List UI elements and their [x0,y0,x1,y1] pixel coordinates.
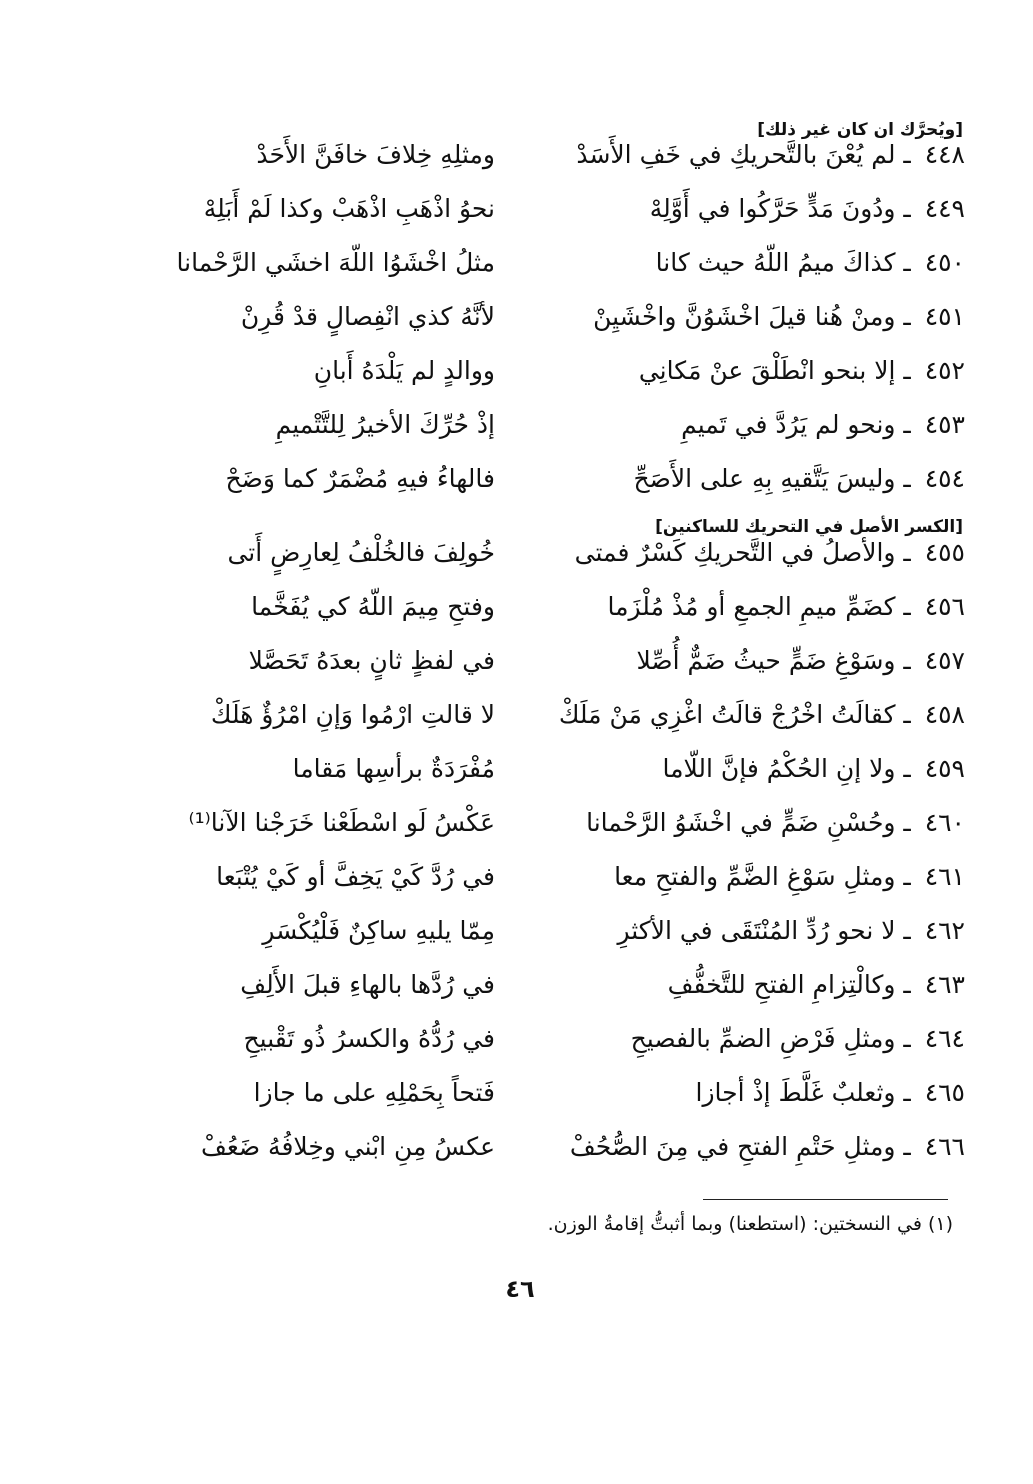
verse-line [150,1124,965,1178]
verse-second-hemistich: فَتحاً بِحَمْلِهِ على ما جازا [253,1078,495,1107]
verse-first-text: كضَمِّ ميمِ الجمعِ أو مُذْ مُلْزَما [607,592,896,621]
verse-first-text: ومثلِ فَرْضِ الضمِّ بالفصيحِ [630,1024,896,1053]
verse-second-hemistich: ومثلِهِ خِلافَ خافَنَّ الأَحَدْ [256,140,495,169]
verse-dash: ـ [895,410,919,439]
verse-first-hemistich [560,700,965,729]
verse-dash: ـ [895,700,919,729]
verse-number: ٤٦٦ [924,1132,965,1161]
verse-dash: ـ [895,808,919,837]
verse-first-text: لم يُعْنَ بالتَّحريكِ في خَفِ الأَسَدْ [576,140,896,169]
verse-first-hemistich [560,302,965,331]
verse-line [150,908,965,962]
verse-dash: ـ [895,140,919,169]
verse-first-hemistich [560,1024,965,1053]
verse-line [150,186,965,240]
verse-first-text: كقالَتُ اخْرُجْ قالَتُ اغْزِي مَنْ مَلَكْ [558,700,896,729]
verse-second-hemistich: ووالدٍ لم يَلْدَهُ أَبانِ [313,356,495,385]
verse-line [150,456,965,510]
verse-second-hemistich: في لفظٍ ثانٍ بعدَهُ تَحَصَّلا [248,646,495,675]
verse-number: ٤٥٠ [924,248,965,277]
verse-number: ٤٤٩ [924,194,965,223]
verse-second-hemistich: عَكْسُ لَو اسْطَعْنا خَرَجْنا الآنا⁽¹⁾ [188,808,495,837]
verse-first-text: ومنْ هُنا قيلَ اخْشَوُنَّ واخْشَيِنْ [593,302,896,331]
verse-number: ٤٤٨ [924,140,965,169]
verse-line [150,240,965,294]
verse-line [150,584,965,638]
verse-second-hemistich: لا قالتِ ارْمُوا وَإنِ امْرُؤٌ هَلَكْ [210,700,495,729]
verse-first-text: ولا إنِ الحُكْمُ فإنَّ اللّاما [662,754,896,783]
verse-first-text: وحُسْنِ ضَمٍّ في اخْشَوُ الرَّحْمانا [586,808,896,837]
verse-line [150,800,965,854]
verse-first-hemistich [560,1078,965,1107]
verse-line [150,1016,965,1070]
verse-first-hemistich [560,1132,965,1161]
footnote: (١) في النسختين: (استطعنا) وبما أثبتُّ إقامةُ الوزن. [547,1213,953,1235]
verse-number: ٤٥٤ [924,464,965,493]
verse-line [150,746,965,800]
verse-second-hemistich: فالهاءُ فيهِ مُضْمَرٌ كما وَضَحْ [225,464,495,493]
verse-dash: ـ [895,248,919,277]
verse-first-hemistich [560,916,965,945]
verse-first-hemistich [560,862,965,891]
verse-first-hemistich [560,592,965,621]
verse-dash: ـ [895,1132,919,1161]
verse-first-text: لا نحو رُدِّ المُنْتَقَى في الأكثرِ [617,916,896,945]
verse-first-text: وكالْتِزامِ الفتحِ للتَّخفُّفِ [667,970,896,999]
verse-number: ٤٦٢ [924,916,965,945]
section-header: [الكسر الأصل في التحريك للساكنين] [655,517,963,537]
verse-first-hemistich [560,808,965,837]
verse-second-hemistich: في رُدَّ كَيْ يَخِفَّ أو كَيْ يُتْبَعا [216,862,495,891]
verse-number: ٤٦٥ [924,1078,965,1107]
verse-first-hemistich [560,754,965,783]
verse-first-text: إلا بنحو انْطَلْقَ عنْ مَكانِي [638,356,896,385]
verse-line [150,638,965,692]
verse-first-hemistich [560,970,965,999]
verse-second-hemistich: مُفْرَدَةٌ برأسِها مَقاما [292,754,495,783]
verse-number: ٤٦٣ [924,970,965,999]
verse-line [150,530,965,584]
verse-number: ٤٥٧ [924,646,965,675]
verse-number: ٤٦١ [924,862,965,891]
verse-second-hemistich: نحوُ اذْهَبِ اذْهَبْ وكذا لَمْ أَبَلِهْ [203,194,495,223]
verse-dash: ـ [895,916,919,945]
verse-number: ٤٥٣ [924,410,965,439]
verse-number: ٤٥٨ [924,700,965,729]
verse-dash: ـ [895,754,919,783]
verse-number: ٤٦٤ [924,1024,965,1053]
verse-dash: ـ [895,302,919,331]
verse-first-hemistich [560,464,965,493]
verse-line [150,294,965,348]
verse-dash: ـ [895,862,919,891]
verse-first-text: كذاكَ ميمُ اللّهُ حيث كانا [655,248,896,277]
verse-block [150,530,965,1178]
verse-second-hemistich: عكسُ مِنِ ابْني وخِلافُهُ ضَعُفْ [200,1132,495,1161]
page-number: ٤٦ [505,1275,535,1303]
verse-second-hemistich: مثلُ اخْشَوُا اللّهَ اخشَي الرَّحْمانا [176,248,495,277]
verse-dash: ـ [895,646,919,675]
verse-first-text: ومثلِ حَتْمِ الفتحِ في مِنَ الصُّحُفْ [569,1132,896,1161]
verse-line [150,854,965,908]
verse-second-hemistich: إذْ حُرِّكَ الأخيرُ لِلتَّتْميمِ [275,410,495,439]
verse-first-text: ونحو لم يَرُدَّ في تَميمِ [681,410,896,439]
verse-block [150,132,965,510]
verse-number: ٤٥٢ [924,356,965,385]
verse-first-hemistich [560,538,965,567]
verse-second-hemistich: في رُدُّهُ والكسرُ ذُو تَقْبيحِ [243,1024,495,1053]
verse-number: ٤٥٩ [924,754,965,783]
verse-first-text: وليسَ يَتَّقيهِ بِهِ على الأَصَحِّ [633,464,896,493]
verse-dash: ـ [895,970,919,999]
verse-first-text: ومثلِ سَوْغِ الضَّمِّ والفتحِ معا [614,862,896,891]
verse-dash: ـ [895,592,919,621]
verse-line [150,402,965,456]
footnote-divider [703,1199,948,1200]
verse-second-hemistich: لأنَّهُ كذي انْفِصالٍ قدْ قُرِنْ [240,302,495,331]
verse-first-hemistich [560,356,965,385]
verse-dash: ـ [895,538,919,567]
verse-first-hemistich [560,410,965,439]
verse-line [150,1070,965,1124]
verse-second-hemistich: في رُدَّها بالهاءِ قبلَ الأَلِفِ [240,970,495,999]
verse-second-hemistich: خُولِفَ فالخُلْفُ لِعارِضٍ أَتى [227,538,495,567]
verse-line [150,348,965,402]
verse-first-hemistich [560,646,965,675]
verse-dash: ـ [895,1078,919,1107]
verse-dash: ـ [895,1024,919,1053]
verse-first-text: والأصلُ في التَّحريكِ كَسْرٌ فمتى [574,538,896,567]
verse-dash: ـ [895,464,919,493]
verse-second-hemistich: مِمّا يليهِ ساكِنٌ فَلْيُكْسَرِ [262,916,495,945]
verse-line [150,962,965,1016]
verse-dash: ـ [895,194,919,223]
verse-first-hemistich [560,248,965,277]
verse-number: ٤٥١ [924,302,965,331]
section-header: [ويُحرَّك ان كان غير ذلك] [757,120,963,140]
verse-number: ٤٦٠ [924,808,965,837]
verse-number: ٤٥٥ [924,538,965,567]
verse-first-text: وسَوْغِ ضَمٍّ حيثُ ضَمٌّ أُصِّلا [636,646,896,675]
verse-line [150,692,965,746]
verse-second-hemistich: وفتحِ مِيمَ اللّهُ كي يُفَخَّما [251,592,495,621]
verse-dash: ـ [895,356,919,385]
verse-first-text: وثعلبٌ غَلَّطَ إذْ أجازا [695,1078,896,1107]
verse-first-text: ودُونَ مَدٍّ حَرَّكُوا في أَوَّلِهْ [649,194,896,223]
verse-first-hemistich [560,140,965,169]
verse-number: ٤٥٦ [924,592,965,621]
verse-line [150,132,965,186]
verse-first-hemistich [560,194,965,223]
